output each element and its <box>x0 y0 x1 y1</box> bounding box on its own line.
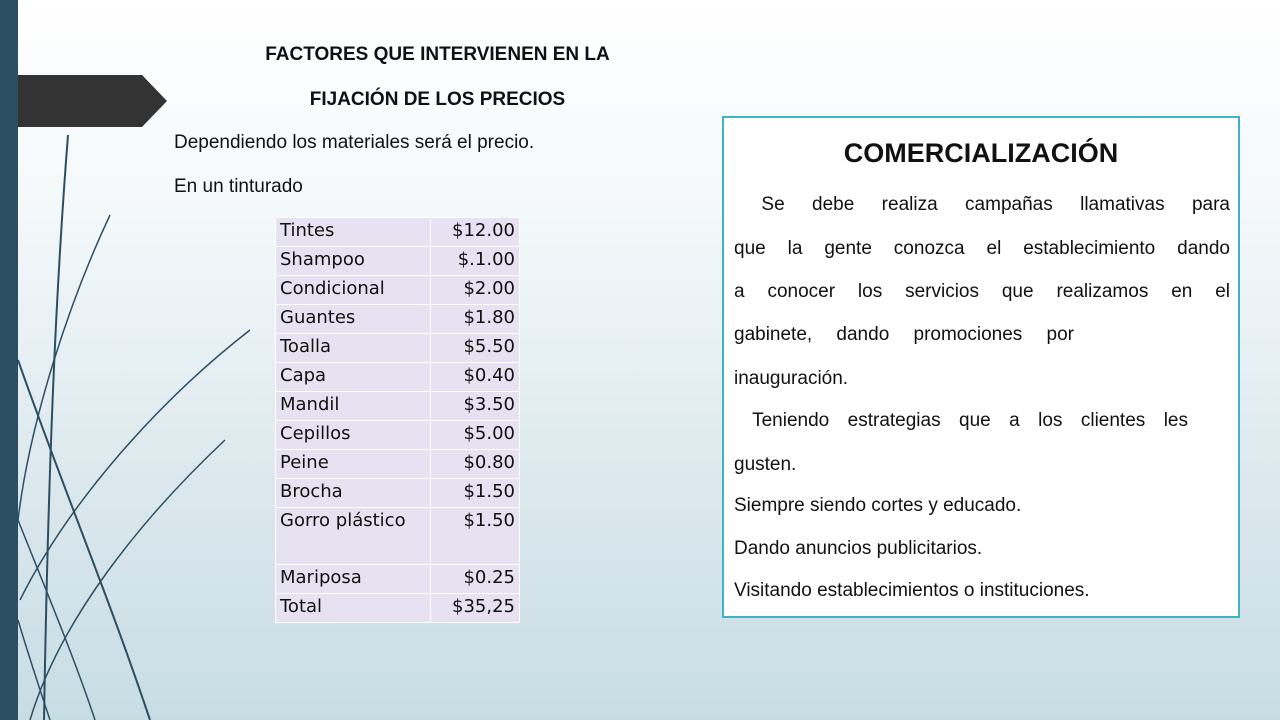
table-row <box>276 276 520 305</box>
table-row <box>276 450 520 479</box>
arrow-banner-shape <box>18 75 167 127</box>
price-cell: $.1.00 <box>431 247 520 276</box>
commercialization-title: COMERCIALIZACIÓN <box>843 138 1119 168</box>
table-row <box>276 421 520 450</box>
price-cell: $0.25 <box>431 565 520 594</box>
item-cell: Guantes <box>276 305 431 334</box>
commercialization-line: que la gente conozca el establecimiento dando <box>734 238 1230 259</box>
total-value-cell: $35,25 <box>431 594 520 623</box>
price-cell: $1.50 <box>431 479 520 508</box>
table-row <box>276 363 520 392</box>
table-row <box>276 247 520 276</box>
price-cell: $0.80 <box>431 450 520 479</box>
price-cell: $12.00 <box>431 218 520 247</box>
heading-line-1: FACTORES QUE INTERVIENEN EN LA <box>265 44 610 65</box>
intro-line-2: En un tinturado <box>174 176 303 197</box>
item-cell: Peine <box>276 450 431 479</box>
price-cell: $1.50 <box>431 508 520 565</box>
price-cell: $2.00 <box>431 276 520 305</box>
commercialization-line: Se debe realiza campañas llamativas para <box>734 194 1230 215</box>
total-label-cell: Total <box>276 594 431 623</box>
price-table <box>275 217 520 623</box>
intro-line-1: Dependiendo los materiales será el precio. <box>174 132 535 153</box>
table-row <box>276 508 520 565</box>
commercialization-line: Dando anuncios publicitarios. <box>734 538 983 559</box>
item-cell: Capa <box>276 363 431 392</box>
commercialization-box <box>722 116 1240 618</box>
commercialization-line: gabinete, dando promociones por <box>734 324 1074 345</box>
price-cell: $1.80 <box>431 305 520 334</box>
price-cell: $5.00 <box>431 421 520 450</box>
table-row <box>276 479 520 508</box>
item-cell: Toalla <box>276 334 431 363</box>
item-cell: Mariposa <box>276 565 431 594</box>
table-row <box>276 594 520 623</box>
price-cell: $0.40 <box>431 363 520 392</box>
table-row <box>276 218 520 247</box>
table-row <box>276 392 520 421</box>
commercialization-line: gusten. <box>734 454 797 475</box>
price-cell: $5.50 <box>431 334 520 363</box>
commercialization-line: Siempre siendo cortes y educado. <box>734 495 1022 516</box>
commercialization-line: Visitando establecimientos o instituciones. <box>734 580 1090 601</box>
commercialization-line: Teniendo estrategias que a los clientes les <box>734 410 1188 431</box>
table-row <box>276 334 520 363</box>
commercialization-line: inauguración. <box>734 368 849 389</box>
table-row <box>276 565 520 594</box>
item-cell: Tintes <box>276 218 431 247</box>
table-row <box>276 305 520 334</box>
item-cell: Mandil <box>276 392 431 421</box>
item-cell: Condicional <box>276 276 431 305</box>
heading-line-2: FIJACIÓN DE LOS PRECIOS <box>309 89 566 110</box>
item-cell: Cepillos <box>276 421 431 450</box>
item-cell: Gorro plástico <box>276 508 431 565</box>
item-cell: Brocha <box>276 479 431 508</box>
price-cell: $3.50 <box>431 392 520 421</box>
item-cell: Shampoo <box>276 247 431 276</box>
commercialization-line: a conocer los servicios que realizamos en el <box>734 281 1230 302</box>
